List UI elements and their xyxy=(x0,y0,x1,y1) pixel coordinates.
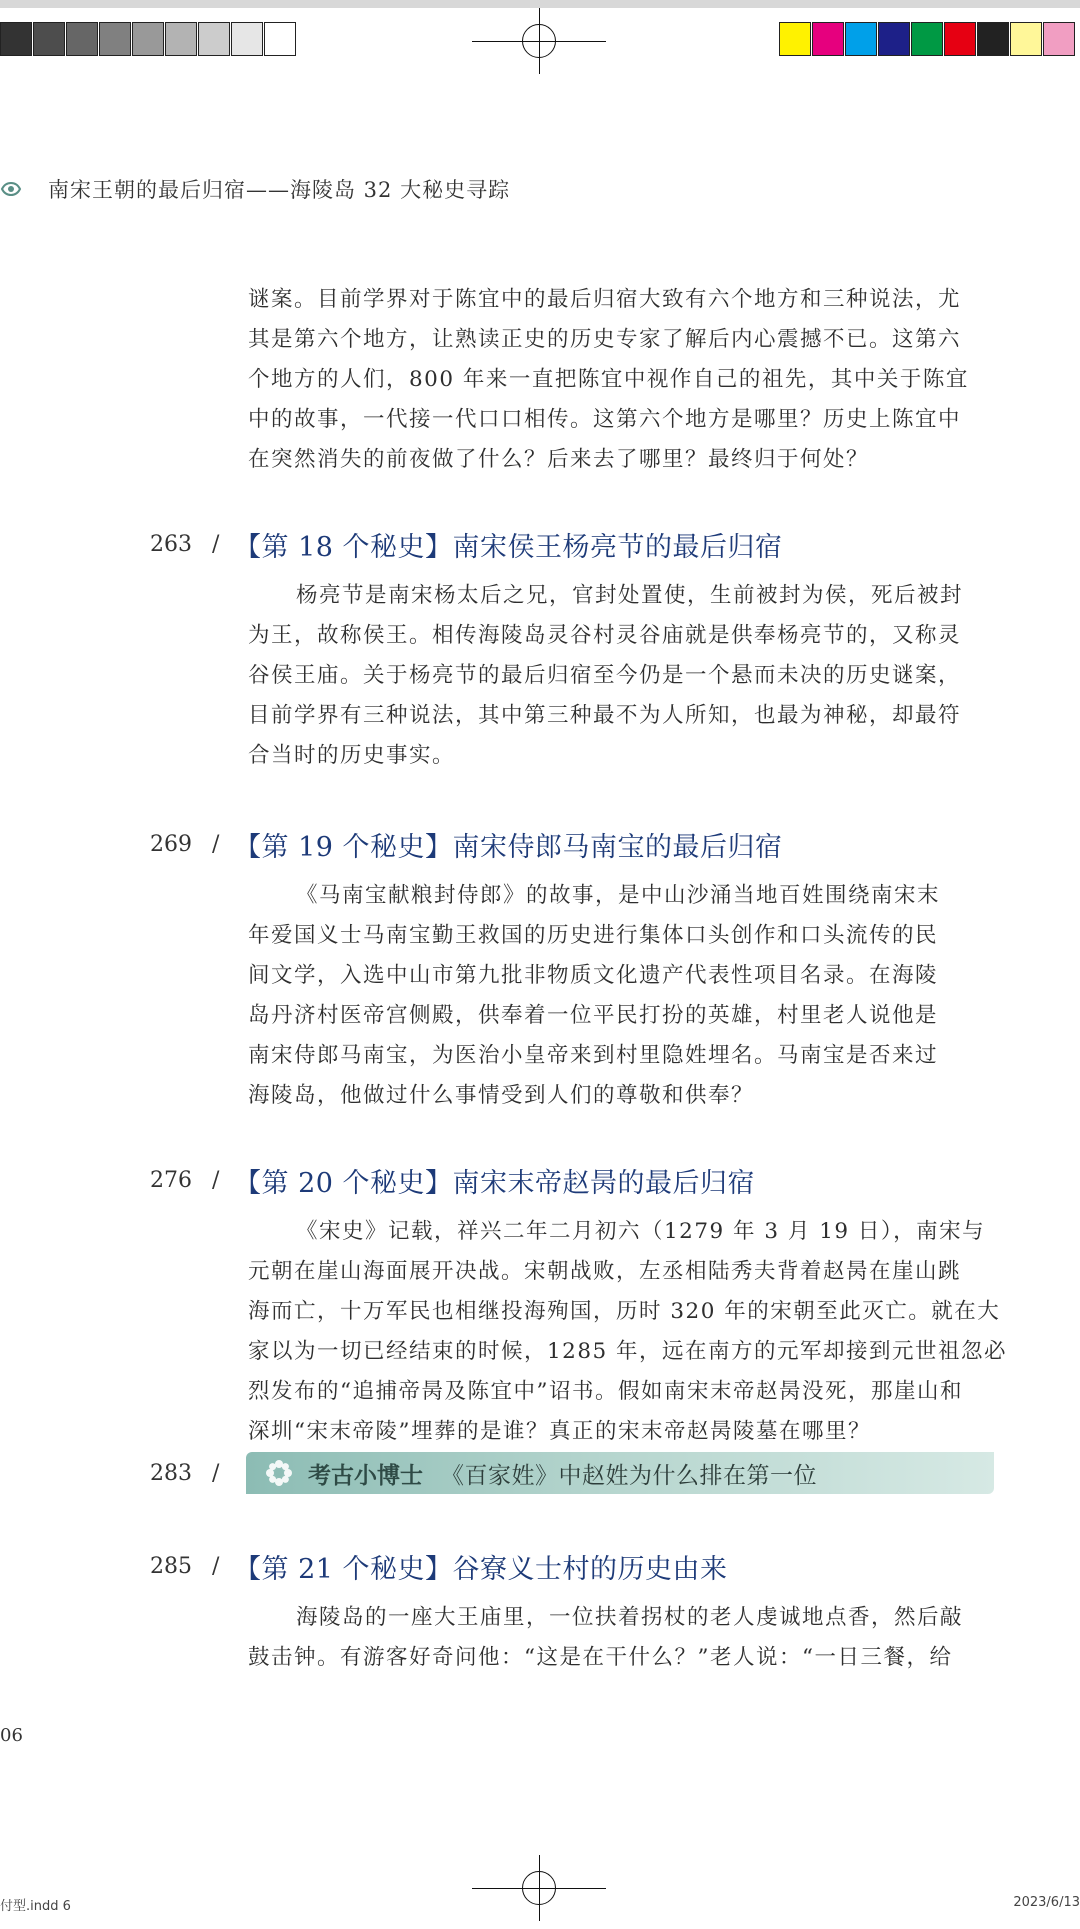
entry-separator: / xyxy=(212,1167,220,1193)
page-number: 06 xyxy=(0,1725,23,1746)
entry-title-label: 第 21 个秘史 xyxy=(261,1553,426,1585)
entry-title: 【第 19 个秘史】南宋侍郎马南宝的最后归宿 xyxy=(234,831,783,863)
entry-separator: / xyxy=(212,1460,220,1486)
entry-title: 【第 18 个秘史】南宋侯王杨亮节的最后归宿 xyxy=(234,531,783,563)
entry-title: 【第 21 个秘史】谷寮义士村的历史由来 xyxy=(234,1553,728,1585)
toc-entry-283-marker xyxy=(150,1453,234,1493)
top-trim-strip xyxy=(0,0,1080,8)
text-line: 《宋史》记载，祥兴二年二月初六（1279 年 3 月 19 日），南宋与 xyxy=(296,1219,986,1244)
text-line: 中的故事，一代接一代口口相传。这第六个地方是哪里？历史上陈宜中 xyxy=(248,407,962,432)
text-line: 谷侯王庙。关于杨亮节的最后归宿至今仍是一个悬而未决的历史谜案， xyxy=(248,663,962,688)
text-line: 深圳“宋末帝陵”埋葬的是谁？真正的宋末帝赵昺陵墓在哪里？ xyxy=(248,1419,871,1444)
entry-19-summary xyxy=(248,876,992,1116)
entry-subtitle: 南宋侯王杨亮节的最后归宿 xyxy=(452,531,783,563)
registration-mark-bottom xyxy=(472,1855,606,1921)
text-line: 鼓击钟。有游客好奇问他：“这是在干什么？”老人说：“一日三餐，给 xyxy=(248,1645,953,1670)
text-line: 合当时的历史事实。 xyxy=(248,743,456,768)
color-swatch xyxy=(132,22,164,56)
text-line: 海陵岛的一座大王庙里，一位扶着拐杖的老人虔诚地点香，然后敲 xyxy=(296,1605,964,1630)
entry-page-number: 269 xyxy=(150,831,192,857)
flower-icon xyxy=(264,1458,294,1488)
color-swatch xyxy=(99,22,131,56)
color-swatch xyxy=(779,22,811,56)
entry-21-summary xyxy=(248,1598,992,1678)
entry-subtitle: 南宋末帝赵昺的最后归宿 xyxy=(452,1167,756,1199)
text-line: 其是第六个地方，让熟读正史的历史专家了解后内心震撼不已。这第六 xyxy=(248,327,962,352)
footer-date: 2023/6/13 xyxy=(1013,1895,1080,1910)
color-swatch xyxy=(1043,22,1075,56)
entry-18-summary xyxy=(248,576,992,776)
intro-paragraph xyxy=(248,280,992,480)
color-swatch xyxy=(911,22,943,56)
text-line: 间文学，入选中山市第九批非物质文化遗产代表性项目名录。在海陵 xyxy=(248,963,939,988)
process-color-bar xyxy=(779,22,1076,58)
entry-title-label: 第 20 个秘史 xyxy=(261,1167,426,1199)
color-swatch xyxy=(878,22,910,56)
archaeology-tip-banner[interactable] xyxy=(246,1452,994,1494)
entry-page-number: 263 xyxy=(150,531,192,557)
color-swatch xyxy=(231,22,263,56)
registration-mark-top xyxy=(472,8,606,74)
text-line: 岛丹济村医帝宫侧殿，供奉着一位平民打扮的英雄，村里老人说他是 xyxy=(248,1003,939,1028)
running-header xyxy=(0,174,510,204)
banner-tag: 考古小博士 xyxy=(308,1462,423,1489)
entry-separator: / xyxy=(212,1553,220,1579)
entry-subtitle: 南宋侍郎马南宝的最后归宿 xyxy=(452,831,783,863)
entry-page-number: 276 xyxy=(150,1167,192,1193)
text-line: 谜案。目前学界对于陈宜中的最后归宿大致有六个地方和三种说法，尤 xyxy=(248,287,962,312)
text-line: 年爱国义士马南宝勤王救国的历史进行集体口头创作和口头流传的民 xyxy=(248,923,939,948)
color-swatch xyxy=(0,22,32,56)
banner-text: 《百家姓》中赵姓为什么排在第一位 xyxy=(441,1462,817,1489)
color-swatch xyxy=(66,22,98,56)
text-line: 为王，故称侯王。相传海陵岛灵谷村灵谷庙就是供奉杨亮节的，又称灵 xyxy=(248,623,962,648)
text-line: 在突然消失的前夜做了什么？后来去了哪里？最终归于何处？ xyxy=(248,447,870,472)
toc-entry-19[interactable] xyxy=(150,824,783,864)
entry-separator: / xyxy=(212,531,220,557)
color-swatch xyxy=(812,22,844,56)
toc-entry-20[interactable] xyxy=(150,1160,755,1200)
color-swatch xyxy=(1010,22,1042,56)
entry-page-number: 285 xyxy=(150,1553,192,1579)
text-line: 南宋侍郎马南宝，为医治小皇帝来到村里隐姓埋名。马南宝是否来过 xyxy=(248,1043,939,1068)
text-line: 《马南宝献粮封侍郎》的故事，是中山沙涌当地百姓围绕南宋末 xyxy=(296,883,941,908)
entry-20-summary xyxy=(248,1212,1008,1452)
footer-file-info: 付型.indd 6 xyxy=(0,1899,71,1914)
text-line: 家以为一切已经结束的时候，1285 年，远在南方的元军却接到元世祖忽必 xyxy=(248,1339,1008,1364)
entry-title-label: 第 18 个秘史 xyxy=(261,531,426,563)
text-line: 杨亮节是南宋杨太后之兄，官封处置使，生前被封为侯，死后被封 xyxy=(296,583,964,608)
header-ornament-icon xyxy=(0,178,22,200)
running-header-text: 南宋王朝的最后归宿——海陵岛 32 大秘史寻踪 xyxy=(48,178,511,202)
entry-title-label: 第 19 个秘史 xyxy=(261,831,426,863)
toc-entry-18[interactable] xyxy=(150,524,783,564)
text-line: 海陵岛，他做过什么事情受到人们的尊敬和供奉？ xyxy=(248,1083,755,1108)
gray-color-bar xyxy=(0,22,297,58)
entry-title: 【第 20 个秘史】南宋末帝赵昺的最后归宿 xyxy=(234,1167,756,1199)
color-swatch xyxy=(33,22,65,56)
color-swatch xyxy=(977,22,1009,56)
text-line: 海而亡，十万军民也相继投海殉国，历时 320 年的宋朝至此灭亡。就在大 xyxy=(248,1299,1001,1324)
color-swatch xyxy=(944,22,976,56)
banner-page-number: 283 xyxy=(150,1460,192,1486)
text-line: 烈发布的“追捕帝昺及陈宜中”诏书。假如南宋末帝赵昺没死，那崖山和 xyxy=(248,1379,963,1404)
text-line: 元朝在崖山海面展开决战。宋朝战败，左丞相陆秀夫背着赵昺在崖山跳 xyxy=(248,1259,962,1284)
entry-separator: / xyxy=(212,831,220,857)
text-line: 目前学界有三种说法，其中第三种最不为人所知，也最为神秘，却最符 xyxy=(248,703,962,728)
color-swatch xyxy=(264,22,296,56)
entry-subtitle: 谷寮义士村的历史由来 xyxy=(452,1553,728,1585)
text-line: 个地方的人们，800 年来一直把陈宜中视作自己的祖先，其中关于陈宜 xyxy=(248,367,969,392)
color-swatch xyxy=(845,22,877,56)
color-swatch xyxy=(198,22,230,56)
toc-entry-21[interactable] xyxy=(150,1546,728,1586)
color-swatch xyxy=(165,22,197,56)
